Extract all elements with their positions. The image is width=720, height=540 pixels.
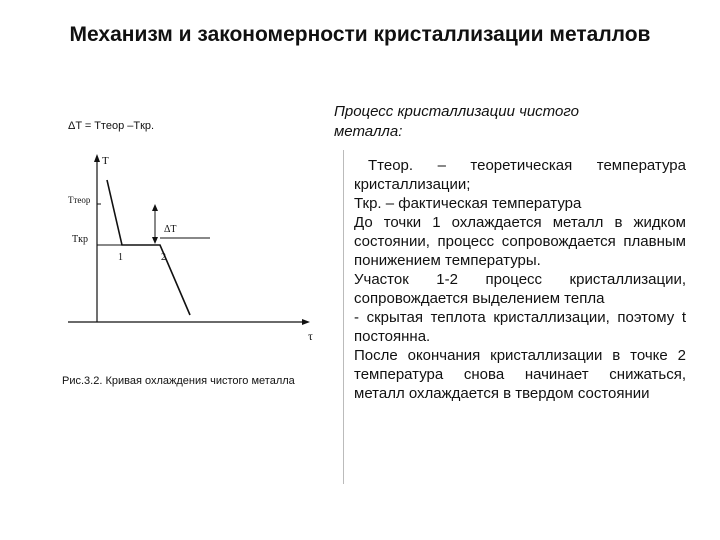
point-1-label: 1 <box>118 252 123 263</box>
cooling-curve-graph <box>60 150 320 370</box>
t-theor-label: Tтеор <box>68 195 91 205</box>
x-axis-arrow <box>302 319 310 325</box>
description-text <box>354 156 686 403</box>
delta-t-arrow-head-down <box>152 237 158 244</box>
page-title: Механизм и закономерности кристаллизации металлов <box>69 23 651 46</box>
delta-t-label: ΔT <box>164 224 177 235</box>
delta-t-formula: ΔT = Tтеор –Tкр. <box>68 120 155 132</box>
paragraph-latent-heat: - скрытая теплота кристаллизации, поэтому t постоянна. <box>354 309 686 345</box>
x-axis-label: τ <box>308 329 313 343</box>
paragraph-t-kr: Ткр. – фактическая температура <box>354 195 582 212</box>
delta-t-arrow-head-up <box>152 204 158 211</box>
paragraph-liquid-cooling: До точки 1 охлаждается металл в жидком состоянии, процесс сопровождается плавным понижением температуры. <box>354 214 686 269</box>
y-axis-arrow <box>94 154 100 162</box>
text-divider <box>343 150 344 484</box>
point-2-label: 2 <box>161 252 166 263</box>
paragraph-solid-cooling: После окончания кристаллизации в точке 2 температура снова начинает снижаться, металл охлаждается в твердом состоянии <box>354 347 686 402</box>
paragraph-crystallization: Участок 1-2 процесс кристаллизации, сопровождается выделением тепла <box>354 271 686 307</box>
section-subtitle: Процесс кристаллизации чистого металла: <box>334 103 579 140</box>
t-kr-label: Tкр <box>72 234 88 245</box>
paragraph-t-theor: Tтеор. – теоретическая температура кристаллизации; <box>354 157 686 193</box>
y-axis-label: T <box>102 155 109 167</box>
cooling-curve <box>107 180 190 315</box>
figure-caption: Рис.3.2. Кривая охлаждения чистого металла <box>62 375 295 387</box>
